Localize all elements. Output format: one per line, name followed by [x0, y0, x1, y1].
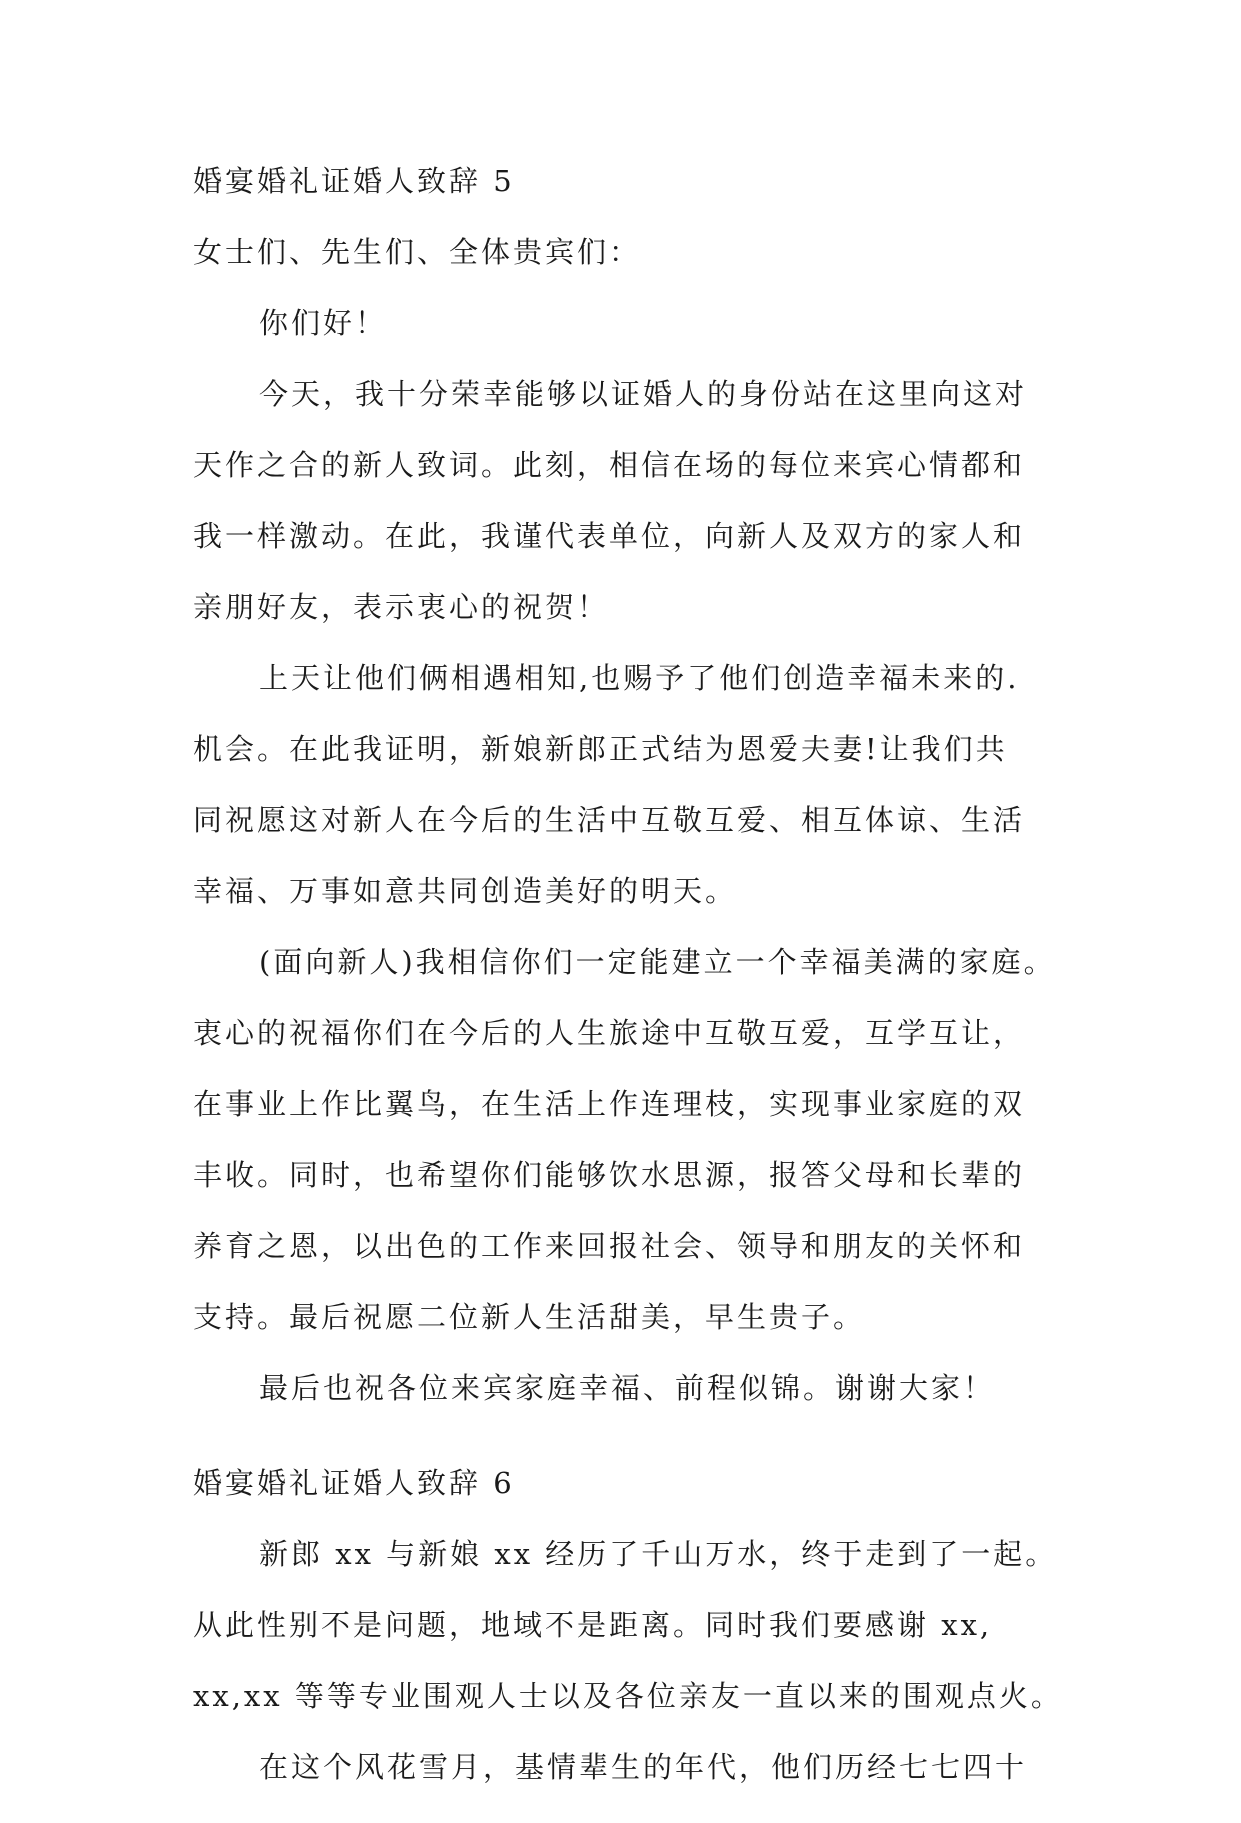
paragraph-line: 机会。在此我证明，新娘新郎正式结为恩爱夫妻!让我们共 [193, 732, 1008, 766]
document-page [193, 166, 1063, 1823]
paragraph-line: 幸福、万事如意共同创造美好的明天。 [193, 874, 738, 908]
paragraph-line: 亲朋好友，表示衷心的祝贺！ [193, 590, 610, 624]
paragraph-line: 天作之合的新人致词。此刻，相信在场的每位来宾心情都和 [193, 448, 1026, 482]
paragraph-line: 同祝愿这对新人在今后的生活中互敬互爱、相互体谅、生活 [193, 803, 1026, 837]
paragraph-line: 从此性别不是问题，地域不是距离。同时我们要感谢 xx, [193, 1608, 993, 1642]
paragraph-line: 我一样激动。在此，我谨代表单位，向新人及双方的家人和 [193, 519, 1026, 553]
paragraph-line: 上天让他们俩相遇相知,也赐予了他们创造幸福未来的. [259, 661, 1020, 695]
section-6-title: 婚宴婚礼证婚人致辞 6 [193, 1466, 515, 1500]
paragraph-line: 衷心的祝福你们在今后的人生旅途中互敬互爱，互学互让， [193, 1016, 1026, 1050]
paragraph-line: 新郎 xx 与新娘 xx 经历了千山万水，终于走到了一起。 [259, 1537, 1058, 1571]
paragraph-line: (面向新人)我相信你们一定能建立一个幸福美满的家庭。 [259, 945, 1056, 979]
paragraph-line: 今天，我十分荣幸能够以证婚人的身份站在这里向这对 [259, 377, 1028, 411]
salutation: 女士们、先生们、全体贵宾们： [193, 235, 642, 269]
paragraph-line: 在这个风花雪月，基情辈生的年代，他们历经七七四十 [259, 1750, 1028, 1784]
paragraph-line: xx,xx 等等专业围观人士以及各位亲友一直以来的围观点火。 [193, 1679, 1063, 1713]
paragraph-line: 养育之恩，以出色的工作来回报社会、领导和朋友的关怀和 [193, 1229, 1026, 1263]
paragraph-line: 你们好！ [259, 306, 388, 340]
paragraph-line: 丰收。同时，也希望你们能够饮水思源，报答父母和长辈的 [193, 1158, 1026, 1192]
paragraph-line: 支持。最后祝愿二位新人生活甜美，早生贵子。 [193, 1300, 866, 1334]
section-gap [193, 1444, 1063, 1468]
paragraph-line: 最后也祝各位来宾家庭幸福、前程似锦。谢谢大家！ [259, 1371, 996, 1405]
paragraph-line: 在事业上作比翼鸟，在生活上作连理枝，实现事业家庭的双 [193, 1087, 1026, 1121]
section-5-title: 婚宴婚礼证婚人致辞 5 [193, 164, 515, 198]
